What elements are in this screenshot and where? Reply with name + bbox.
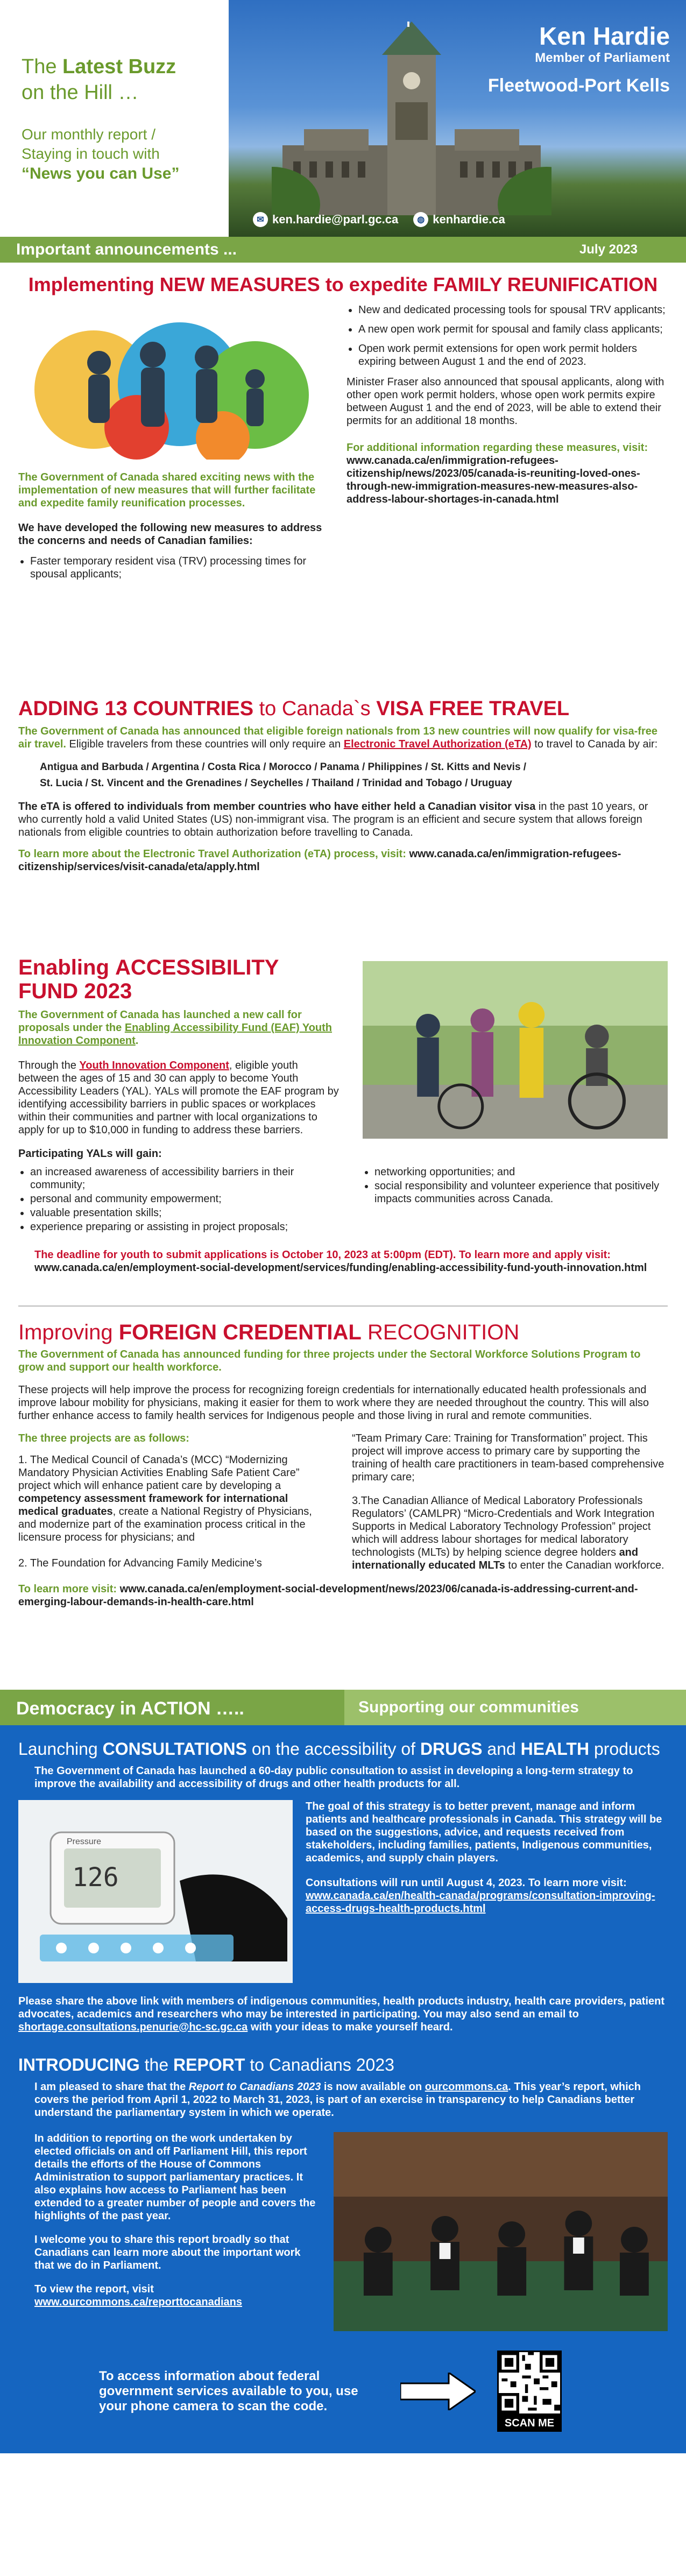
buzz-bold: Latest Buzz: [62, 55, 176, 78]
project-2-cont: “Team Primary Care: Training for Transformation” project. This project will improve access to primary care by supporting the training of health care practitioners in team-based comprehensive primary care;: [352, 1432, 664, 1483]
ourcommons-link[interactable]: ourcommons.ca: [425, 2081, 508, 2093]
news-you-can-use: “News you can Use”: [22, 165, 180, 182]
report-p1-b: is now available on: [321, 2081, 425, 2093]
report-intro: [18, 2080, 668, 2119]
latest-buzz-title: [22, 54, 229, 105]
report-p4: To view the report, visit: [34, 2283, 154, 2295]
project-1-c: , create a National Registry of Physicians, and modernize part of the examination process critical in the licensure process for physicians; and: [18, 1506, 312, 1543]
foreign-title-2: FOREIGN CREDENTIAL: [118, 1321, 362, 1344]
consultations-share: [18, 1995, 668, 2034]
consultations-run: [306, 1876, 668, 1915]
reunification-left: [18, 304, 325, 587]
eta-description: [18, 800, 668, 839]
cons-title-2: CONSULTATIONS: [102, 1739, 247, 1759]
three-projects-heading: The three projects are as follows:: [18, 1432, 189, 1444]
acc-intro-1: The Government of Canada has launched a new call for proposals under the: [18, 1009, 302, 1034]
report-p3: I welcome you to share this report broadly so that Canadians can learn more about the important work that we do in Parliament.: [34, 2234, 301, 2271]
report-title-4: to Canadians 2023: [245, 2055, 394, 2074]
list-item: • networking opportunities; and: [374, 1166, 668, 1178]
acc-title-1: Enabling: [18, 956, 115, 979]
acc-through-1: Through the: [18, 1060, 80, 1071]
report-left: [18, 2132, 320, 2331]
list-item: • New and dedicated processing tools for spousal TRV applicants;: [358, 304, 668, 316]
mp-title: Member of Parliament: [535, 51, 670, 65]
consultations-run-text: Consultations will run until August 4, 2023. To learn more visit:: [306, 1877, 627, 1889]
accessibility-photo: [363, 961, 668, 1139]
visa-title-2: to Canada`s: [253, 697, 377, 720]
header-left: [0, 0, 229, 237]
riding-name: Fleetwood-Port Kells: [487, 75, 670, 96]
qr-footer: [18, 2351, 668, 2432]
scan-me-label: SCAN ME: [497, 2415, 562, 2432]
email-text: ken.hardie@parl.gc.ca: [272, 213, 399, 226]
cons-title-1: Launching: [18, 1739, 103, 1759]
project-2: 2. The Foundation for Advancing Family Medicine’s: [18, 1557, 262, 1569]
blood-pressure-monitor-illustration: [18, 1800, 293, 1983]
health-products-photo: [18, 1800, 293, 1983]
list-item: • experience preparing or assisting in project proposals;: [30, 1220, 341, 1233]
announcements-label: Important announcements ...: [16, 241, 237, 258]
report-title-3: REPORT: [173, 2055, 245, 2074]
consultations-intro: The Government of Canada has launched a 60-day public consultation to assist in developing a long-term strategy to improve the availability and accessibility of drugs and other health products for all.: [34, 1765, 633, 1790]
visa-title: [18, 697, 668, 721]
democracy-label: Democracy in ACTION …..: [0, 1690, 344, 1725]
foreign-projects: [18, 1432, 668, 1572]
list-item: • Faster temporary resident visa (TRV) processing times for spousal applicants;: [30, 555, 325, 581]
project-3: [352, 1494, 668, 1572]
communities-label: Supporting our communities: [344, 1690, 686, 1725]
list-item: • Open work permit extensions for open work permit holders expiring between August 1 and the end of 2023.: [358, 342, 668, 368]
report-columns: [18, 2132, 668, 2331]
qr-code-pattern: [499, 2352, 560, 2413]
monthly-report-text: [22, 125, 229, 164]
deadline-text: The deadline for youth to submit applications is October 10, 2023 at 5:00pm (EDT).: [34, 1249, 456, 1261]
monitor-brand: Pressure: [67, 1837, 102, 1846]
blue-section: [0, 1725, 686, 2453]
list-item: • valuable presentation skills;: [30, 1206, 341, 1219]
issue-date: July 2023: [579, 242, 638, 257]
deadline-apply: To learn more and apply visit:: [456, 1249, 611, 1261]
qr-code-block[interactable]: [497, 2351, 562, 2432]
reunification-bullets-right: [346, 304, 668, 368]
reunification-more-label: For additional information regarding these measures, visit:: [346, 442, 648, 454]
report-title: [18, 2055, 668, 2075]
project-1-a: 1. The Medical Council of Canada’s (MCC) “Modernizing Mandatory Physician Activities Enabling Safe Patient Care” project which will enhance patient care by developing a: [18, 1454, 300, 1492]
cons-title-3: on the accessibility of: [247, 1739, 420, 1759]
buzz-line2: on the Hill …: [22, 81, 139, 104]
yal-gain-right: [363, 1166, 668, 1234]
consultations-right: [306, 1800, 668, 1983]
youth-group-photo: [363, 961, 668, 1139]
foreign-title-1: Improving: [18, 1321, 119, 1344]
eta-desc: in the past 10 years, or who currently hold a valid United States (US) non-immigrant visa. The program is an efficient and secure system that allows foreign nationals from eligible countries to obtain authorization before travelling to Canada.: [18, 801, 648, 838]
cons-title-7: products: [589, 1739, 660, 1759]
consultations-columns: [18, 1800, 668, 1983]
foreign-title-3: RECOGNITION: [361, 1321, 520, 1344]
website-text: kenhardie.ca: [433, 213, 505, 226]
visa-intro-rest: Eligible travelers from these countries will only require an: [66, 738, 344, 750]
reunification-more-link[interactable]: www.canada.ca/en/immigration-refugees-citizenship/news/2023/05/canada-is-reuniting-loved-ones-through-new-immigration-measures-new-measures-also-address-labour-shortages-in-canada.html: [346, 455, 640, 505]
consultations-title: [18, 1739, 668, 1759]
share-text-1: Please share the above link with members of indigenous communities, health products industry, health care providers, patient advocates, academics and researchers who may be interested in participating. You may also send an email to: [18, 1995, 665, 2020]
visa-more: [18, 848, 668, 873]
report-title-1: INTRODUCING: [18, 2055, 140, 2074]
accessibility-left: [18, 956, 341, 1139]
list-item: • social responsibility and volunteer experience that positively impacts communities across Canada.: [374, 1180, 668, 1205]
foreign-more: [18, 1583, 668, 1608]
visa-intro: [18, 725, 668, 751]
accessibility-more-link[interactable]: www.canada.ca/en/employment-social-development/services/funding/enabling-accessibility-fund-youth-innovation.html: [34, 1262, 647, 1274]
accessibility-through: [18, 1059, 341, 1137]
mp-name: Ken Hardie: [539, 22, 670, 50]
visa-intro-green: The Government of Canada has announced that eligible foreign nationals from 13 new countries will now qualify for visa-free air travel.: [18, 725, 657, 750]
visa-section: [0, 697, 686, 956]
list-item: • A new open work permit for spousal and family class applicants;: [358, 323, 668, 336]
list-item: • personal and community empowerment;: [30, 1192, 341, 1205]
report-p1-c: . This year’s report, which covers the period from April 1, 2022 to March 31, 2023, is part of an exercise in transparency to help Canadians better understand the parliamentary system in which we operate.: [34, 2081, 641, 2119]
accessibility-top: [18, 956, 668, 1139]
foreign-more-link[interactable]: www.canada.ca/en/employment-social-development/news/2023/06/canada-is-addressing-current-and-emerging-labour-demands-in-health-care.html: [18, 1583, 638, 1608]
project-3-b: and internationally educated MLTs: [352, 1547, 639, 1571]
header: [0, 0, 686, 237]
reunification-title: Implementing NEW MEASURES to expedite FAMILY REUNIFICATION: [28, 273, 658, 295]
cons-title-4: DRUGS: [420, 1739, 483, 1759]
project-1-b: competency assessment framework for international medical graduates: [18, 1493, 288, 1518]
report-p1-italic: Report to Canadians 2023: [188, 2081, 321, 2093]
accessibility-title: [18, 956, 341, 1003]
parliament-chamber-photo: [334, 2132, 668, 2331]
eta-link[interactable]: Electronic Travel Authorization (eTA): [343, 738, 532, 750]
youth-innovation-link[interactable]: Youth Innovation Component: [79, 1060, 229, 1071]
announcements-bar: [0, 237, 686, 263]
visa-title-3: VISA FREE TRAVEL: [376, 697, 570, 720]
list-item: • an increased awareness of accessibility barriers in their community;: [30, 1166, 341, 1191]
monthly-line2: Staying in touch with: [22, 145, 160, 162]
email-contact[interactable]: [253, 212, 398, 227]
monthly-line1: Our monthly report /: [22, 126, 155, 143]
yal-gain-left: [18, 1166, 341, 1234]
minister-text: Minister Fraser also announced that spousal applicants, along with other open work permit holders, whose open work permits expire between August 1 and the end of 2023, will be able to extend their permits for an additional 18 months.: [346, 376, 664, 427]
share-text-2: with your ideas to make yourself heard.: [247, 2021, 453, 2033]
yal-gain-columns: [18, 1166, 668, 1234]
eta-desc-bold: The eTA is offered to individuals from member countries who have either held a Canadian visitor visa: [18, 801, 536, 813]
visa-title-1: ADDING 13 COUNTRIES: [18, 697, 254, 720]
house-of-commons-photo: [334, 2132, 668, 2331]
acc-title-3: FUND 2023: [18, 979, 132, 1003]
eaf-link[interactable]: Enabling Accessibility Fund (EAF) Youth Innovation Component: [18, 1022, 333, 1047]
reunification-bullets-left: [18, 555, 325, 581]
reunification-right: [346, 304, 668, 587]
report-link[interactable]: www.ourcommons.ca/reporttocanadians: [34, 2296, 243, 2308]
foreign-projects-right: [352, 1432, 668, 1572]
consultations-goal: The goal of this strategy is to better prevent, manage and inform patients and healthcare professionals in Canada. This strategy will be based on the suggestions, advice, and requests received from stakeholders, including families, patients, Indigenous communities, academics, and supply chain players.: [306, 1801, 662, 1864]
acc-title-2: ACCESSIBILITY: [115, 956, 279, 979]
reunification-columns: [18, 304, 668, 587]
visa-more-link[interactable]: www.canada.ca/en/immigration-refugees-citizenship/services/visit-canada/eta/apply.html: [18, 848, 621, 873]
divider: [18, 1305, 668, 1307]
project-1: [18, 1453, 330, 1544]
country-line-2: St. Lucia / St. Vincent and the Grenadines / Seychelles / Thailand / Trinidad and Tobago / Uruguay: [40, 778, 512, 789]
acc-intro-2: .: [135, 1035, 139, 1047]
accessibility-section: [0, 956, 686, 1305]
contact-info: [253, 212, 505, 227]
report-p2: In addition to reporting on the work undertaken by elected officials on and off Parliament Hill, this report details the efforts of the House of Commons Administration to support parliamentary practices. It also explains how access to Parliament has been extended to a greater number of people and covers the highlights of the past year.: [34, 2133, 316, 2222]
reunification-intro: The Government of Canada shared exciting news with the implementation of new measures that will further facilitate and expedite family reunification processes.: [18, 471, 316, 509]
foreign-title: [18, 1321, 668, 1345]
qr-code-icon[interactable]: [497, 2351, 562, 2415]
reunification-section: [0, 273, 686, 688]
yal-gain-heading: Participating YALs will gain:: [18, 1148, 162, 1160]
cons-title-6: HEALTH: [520, 1739, 590, 1759]
report-p1-a: I am pleased to share that the: [34, 2081, 189, 2093]
mp-name-block: [488, 22, 670, 96]
accessibility-intro: [18, 1008, 341, 1047]
cons-title-5: and: [482, 1739, 521, 1759]
acc-through-2: , eligible youth between the ages of 15 and 30 can apply to become Youth Accessibility Leaders (YAL). YALs will promote the EAF program by identifying accessibility barriers in public spaces or workplaces within their communities and partner with local organizations to apply for up to $10,000 in funding to address these barriers.: [18, 1060, 339, 1136]
foreign-projects-left: [18, 1432, 330, 1572]
arrow-right-icon: [400, 2373, 476, 2410]
foreign-credential-section: [0, 1321, 686, 1670]
buzz-prefix: The: [22, 55, 63, 78]
family-illustration: [18, 304, 320, 460]
foreign-body: These projects will help improve the process for recognizing foreign credentials for internationally educated health professionals and improve labour mobility for physicians, making it easier for them to work where they are needed throughout the country. This will also further enhance access to family health services for Indigenous people and those living in rural and remote communities.: [18, 1384, 649, 1422]
project-3-c: to enter the Canadian workforce.: [505, 1559, 664, 1571]
project-3-a: 3.The Canadian Alliance of Medical Laboratory Professionals Regulators’ (CAMLPR) “Micro-Credentials and Work Integration Supports in Medical Laboratory Technology Profession” project which will address labour shortages for medical laboratory technologists (MLTs) by helping science degree holders: [352, 1495, 655, 1558]
reunification-developed: We have developed the following new measures to address the concerns and needs of Canadian families:: [18, 522, 322, 547]
qr-instructions: To access information about federal government services available to you, use your phone camera to scan the code.: [99, 2368, 358, 2413]
report-title-2: the: [139, 2055, 174, 2074]
consultations-email-link[interactable]: shortage.consultations.penurie@hc-sc.gc.ca: [18, 2021, 248, 2033]
header-banner: [229, 0, 686, 237]
foreign-intro: The Government of Canada has announced funding for three projects under the Sectoral Workforce Solutions Program to grow and support our health workforce.: [18, 1349, 641, 1373]
globe-icon: ◍: [413, 212, 428, 227]
website-contact[interactable]: [413, 212, 505, 227]
foreign-more-label: To learn more visit:: [18, 1583, 117, 1595]
consultations-link[interactable]: www.canada.ca/en/health-canada/programs/consultation-improving-access-drugs-health-products.html: [306, 1890, 655, 1915]
democracy-bar: [0, 1690, 686, 1725]
svg-text:126: 126: [72, 1862, 119, 1893]
country-line-1: Antigua and Barbuda / Argentina / Costa Rica / Morocco / Panama / Philippines / St. Kitts and Nevis /: [40, 761, 527, 773]
visa-intro-end: to travel to Canada by air:: [531, 738, 658, 750]
email-icon: ✉: [253, 212, 268, 227]
visa-more-label: To learn more about the Electronic Travel Authorization (eTA) process, visit:: [18, 848, 406, 860]
accessibility-deadline: [18, 1248, 668, 1274]
country-list: [18, 751, 668, 800]
